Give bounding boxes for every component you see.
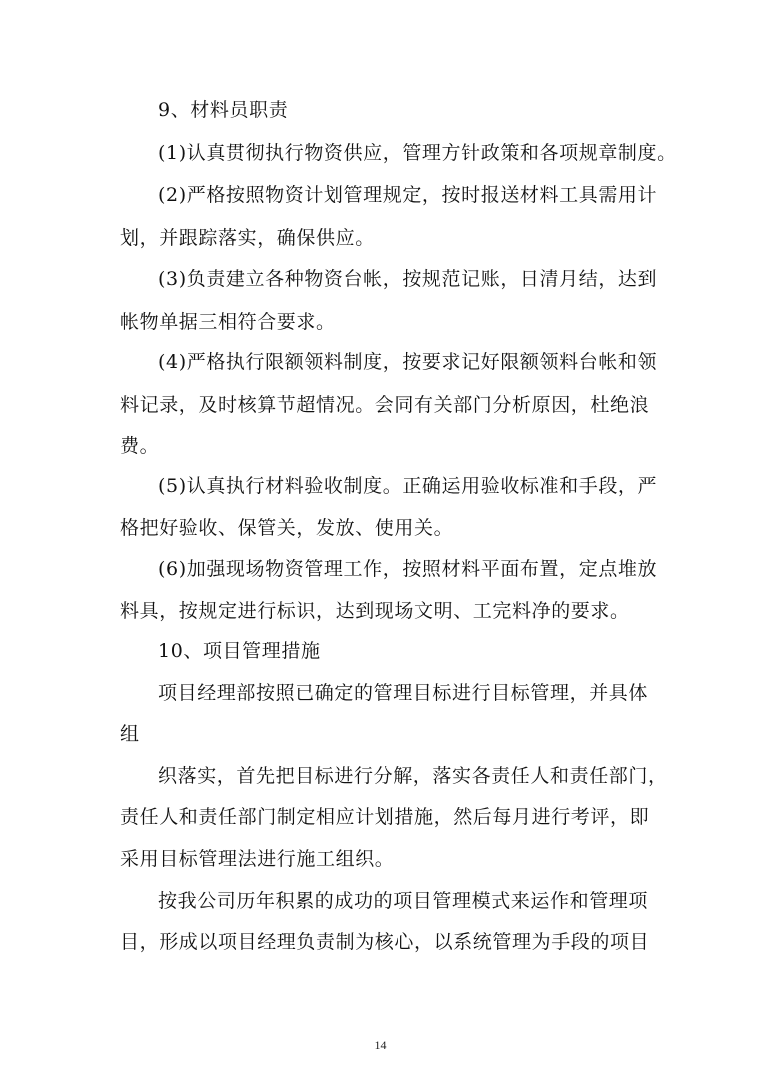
paragraph-line: 帐物单据三相符合要求。 xyxy=(120,311,336,333)
page-number: 14 xyxy=(374,1038,387,1052)
paragraph-line: (6)加强现场物资管理工作，按照材料平面布置，定点堆放 xyxy=(158,558,658,580)
paragraph-line: (5)认真执行材料验收制度。正确运用验收标准和手段，严 xyxy=(158,475,658,497)
paragraph-line: 料记录，及时核算节超情况。会同有关部门分析原因，杜绝浪 xyxy=(120,394,650,416)
paragraph-line: (1)认真贯彻执行物资供应，管理方针政策和各项规章制度。 xyxy=(158,142,677,164)
paragraph-line: 采用目标管理法进行施工组织。 xyxy=(120,848,395,870)
paragraph-line: 责任人和责任部门制定相应计划措施，然后每月进行考评，即 xyxy=(120,806,650,828)
paragraph-line: 目，形成以项目经理负责制为核心，以系统管理为手段的项目 xyxy=(120,931,650,953)
section-heading-material-clerk: 9、材料员职责 xyxy=(158,99,289,121)
paragraph-line: 料具，按规定进行标识，达到现场文明、工完料净的要求。 xyxy=(120,600,630,622)
paragraph-line: 组 xyxy=(120,723,140,745)
paragraph-line: 织落实，首先把目标进行分解，落实各责任人和责任部门， xyxy=(158,765,668,787)
paragraph-line: (2)严格按照物资计划管理规定，按时报送材料工具需用计 xyxy=(158,184,658,206)
section-heading-project-management: 10、项目管理措施 xyxy=(158,640,321,662)
paragraph-line: (4)严格执行限额领料制度，按要求记好限额领料台帐和领 xyxy=(158,351,658,373)
paragraph-line: (3)负责建立各种物资台帐，按规范记账，日清月结，达到 xyxy=(158,268,658,290)
paragraph-line: 格把好验收、保管关，发放、使用关。 xyxy=(120,517,454,539)
paragraph-line: 项目经理部按照已确定的管理目标进行目标管理，并具体 xyxy=(158,682,649,704)
paragraph-line: 划，并跟踪落实，确保供应。 xyxy=(120,227,375,249)
paragraph-line: 按我公司历年积累的成功的项目管理模式来运作和管理项 xyxy=(158,890,649,912)
paragraph-line: 费。 xyxy=(120,435,160,457)
